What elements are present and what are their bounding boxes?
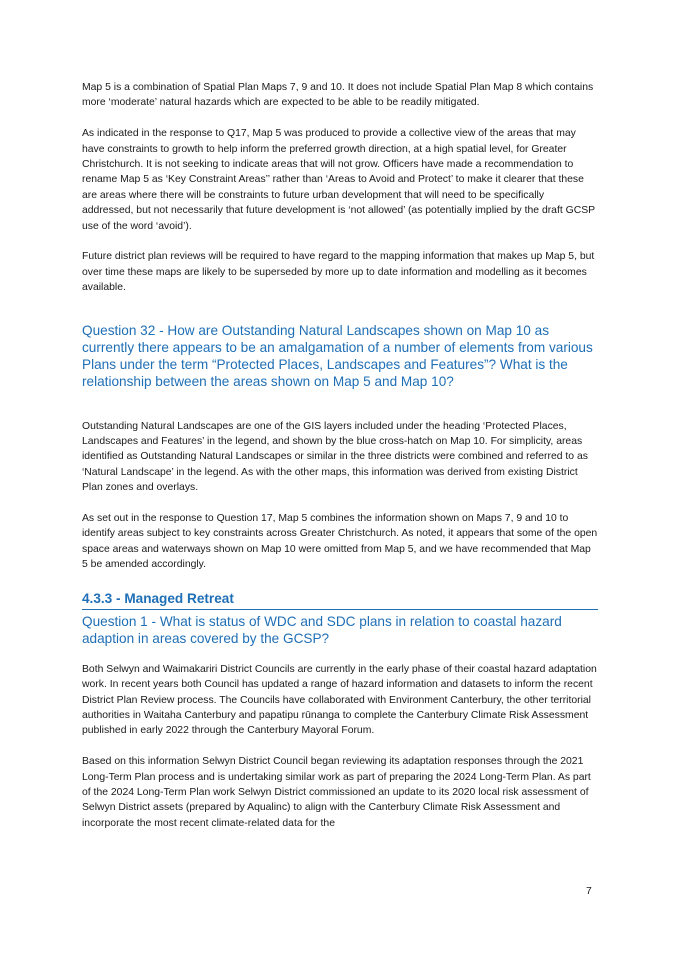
paragraph-map5-combines: As set out in the response to Question 17, Map 5 combines the information shown on Maps 7, 9 and 10 to identify areas subject to key constraints across Greater Christchurch. As noted, it appears that some of the open space areas and waterways shown on Map 10 were omitted from Map 5, and we have recommended that Map 5 be amended accordingly.	[82, 513, 598, 571]
paragraph-future-reviews: Future district plan reviews will be required to have regard to the mapping information that makes up Map 5, but over time these maps are likely to be superseded by more up to date information and modelling as it becomes available.	[82, 251, 595, 294]
paragraph-coastal-adaptation: Both Selwyn and Waimakariri District Councils are currently in the early phase of their coastal hazard adaptation work. In recent years both Council has updated a range of hazard information and datasets to inform the recent District Plan Review process. The Councils have collaborated with Environment Canterbury, the other territorial authorities in Waitaha Canterbury and papatipu rūnanga to complete the Canterbury Climate Risk Assessment published in early 2022 through the Canterbury Mayoral Forum.	[82, 663, 597, 737]
paragraph-map5-purpose: As indicated in the response to Q17, Map 5 was produced to provide a collective view of the areas that may have constraints to growth to help inform the preferred growth direction, at a high spatial level, for Greater Christchurch. It is not seeking to indicate areas that will not grow. Officers have made a recommendation to rename Map 5 as ‘Key Constraint Areas’’ rather than ‘Areas to Avoid and Protect’ to make it clearer that these are areas where there will be constraints to future urban development that will need to be specifically addressed, but not necessarily that future development is ‘not allowed’ (as potentially implied by the draft GCSP use of the word ‘avoid’).	[82, 128, 595, 232]
paragraph-onl-layers: Outstanding Natural Landscapes are one of the GIS layers included under the heading ‘Protected Places, Landscapes and Features’ in the legend, and shown by the blue cross-hatch on Map 10. For simplicity, areas identified as Outstanding Natural Landscapes or similar in the three districts were combined and referred to as ‘Natural Landscape’ in the legend. As with the other maps, this information was derived from existing District Plan zones and overlays.	[82, 420, 588, 494]
section-heading-managed-retreat: 4.3.3 - Managed Retreat	[82, 590, 598, 610]
question-1-heading: Question 1 - What is status of WDC and SDC plans in relation to coastal hazard adaption in areas covered by the GCSP?	[82, 613, 562, 646]
paragraph-map5-combination: Map 5 is a combination of Spatial Plan Maps 7, 9 and 10. It does not include Spatial Plan Map 8 which contains more ‘moderate’ natural hazards which are expected to be able to be readily mitigated.	[82, 82, 594, 109]
page-number: 7	[586, 886, 592, 897]
question-32-heading: Question 32 - How are Outstanding Natural Landscapes shown on Map 10 as currently there appears to be an amalgamation of a number of elements from various Plans under the term “Protected Places, Landscapes and Features”? What is the relationship between the areas shown on Map 5 and Map 10?	[82, 322, 593, 389]
page-content	[82, 80, 598, 831]
paragraph-selwyn-review: Based on this information Selwyn District Council began reviewing its adaptation responses through the 2021 Long-Term Plan process and is undertaking similar work as part of preparing the 2024 Long-Term Plan. As part of the 2024 Long-Term Plan work Selwyn District commissioned an update to its 2020 local risk assessment of Selwyn District assets (prepared by Aqualinc) to align with the Canterbury Climate Risk Assessment and incorporate the most recent climate-related data for the	[82, 756, 591, 829]
